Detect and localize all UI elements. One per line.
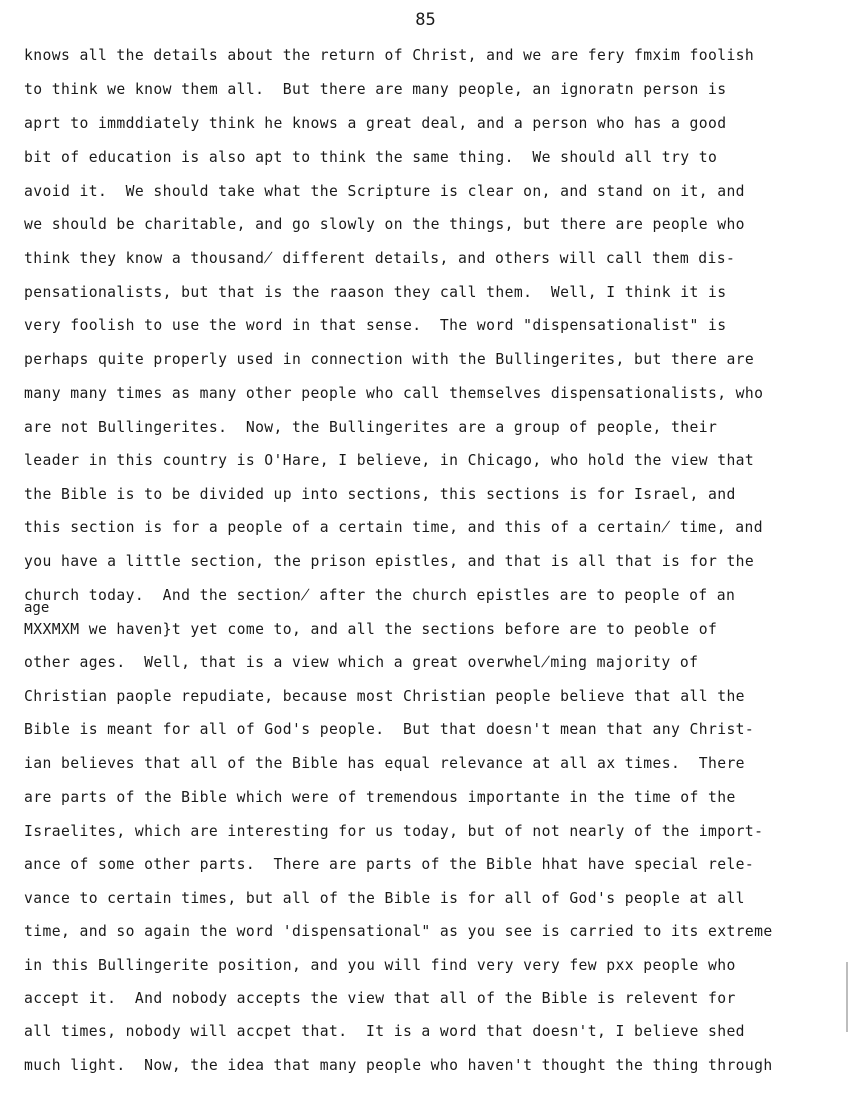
- text-line: much light. Now, the idea that many people who haven't thought the thing through: [24, 1057, 773, 1074]
- text-line: this section is for a people of a certain time, and this of a certain̸ time, and: [24, 519, 764, 536]
- text-line: pensationalists, but that is the raason they call them. Well, I think it is: [24, 284, 727, 301]
- page-number: 85: [415, 10, 436, 30]
- text-line: many many times as many other people who call themselves dispensationalists, who: [24, 385, 764, 402]
- scan-edge-mark: [846, 962, 848, 1032]
- text-line: ance of some other parts. There are parts of the Bible hhat have special rele-: [24, 856, 755, 873]
- text-line: very foolish to use the word in that sense. The word "dispensationalist" is: [24, 317, 727, 334]
- handwritten-insertion: age: [24, 600, 50, 616]
- text-line: Israelites, which are interesting for us today, but of not nearly of the import-: [24, 823, 764, 840]
- text-line: avoid it. We should take what the Scripture is clear on, and stand on it, and: [24, 183, 745, 200]
- text-line: in this Bullingerite position, and you will find very very few pxx people who: [24, 957, 736, 974]
- text-line: think they know a thousand̸ different details, and others will call them dis-: [24, 250, 736, 267]
- text-line: perhaps quite properly used in connection with the Bullingerites, but there are: [24, 351, 755, 368]
- text-line: the Bible is to be divided up into sections, this sections is for Israel, and: [24, 486, 736, 503]
- text-line: to think we know them all. But there are many people, an ignoratn person is: [24, 81, 727, 98]
- text-line: time, and so again the word 'dispensational" as you see is carried to its extreme: [24, 923, 773, 940]
- text-line: you have a little section, the prison epistles, and that is all that is for the: [24, 553, 755, 570]
- text-line: are parts of the Bible which were of tremendous importante in the time of the: [24, 789, 736, 806]
- text-line: church today. And the section̸ after the church epistles are to people of an: [24, 587, 736, 604]
- text-line: other ages. Well, that is a view which a great overwhel̸ming majority of: [24, 654, 699, 671]
- text-line: vance to certain times, but all of the Bible is for all of God's people at all: [24, 890, 745, 907]
- text-line: Bible is meant for all of God's people. But that doesn't mean that any Christ-: [24, 721, 755, 738]
- text-line: Christian paople repudiate, because most Christian people believe that all the: [24, 688, 745, 705]
- text-line: leader in this country is O'Hare, I believe, in Chicago, who hold the view that: [24, 452, 755, 469]
- text-line: MXXMXM we haven}t yet come to, and all the sections before are to peoble of: [24, 621, 718, 638]
- text-line: aprt to immddiately think he knows a great deal, and a person who has a good: [24, 115, 727, 132]
- text-line: we should be charitable, and go slowly on the things, but there are people who: [24, 216, 745, 233]
- text-line: bit of education is also apt to think the same thing. We should all try to: [24, 149, 718, 166]
- text-line: are not Bullingerites. Now, the Bullingerites are a group of people, their: [24, 419, 718, 436]
- text-line: ian believes that all of the Bible has equal relevance at all ax times. There: [24, 755, 745, 772]
- text-line: all times, nobody will accpet that. It is a word that doesn't, I believe shed: [24, 1023, 745, 1040]
- text-line: accept it. And nobody accepts the view that all of the Bible is relevent for: [24, 990, 736, 1007]
- text-line: knows all the details about the return of Christ, and we are fery fmxim foolish: [24, 47, 755, 64]
